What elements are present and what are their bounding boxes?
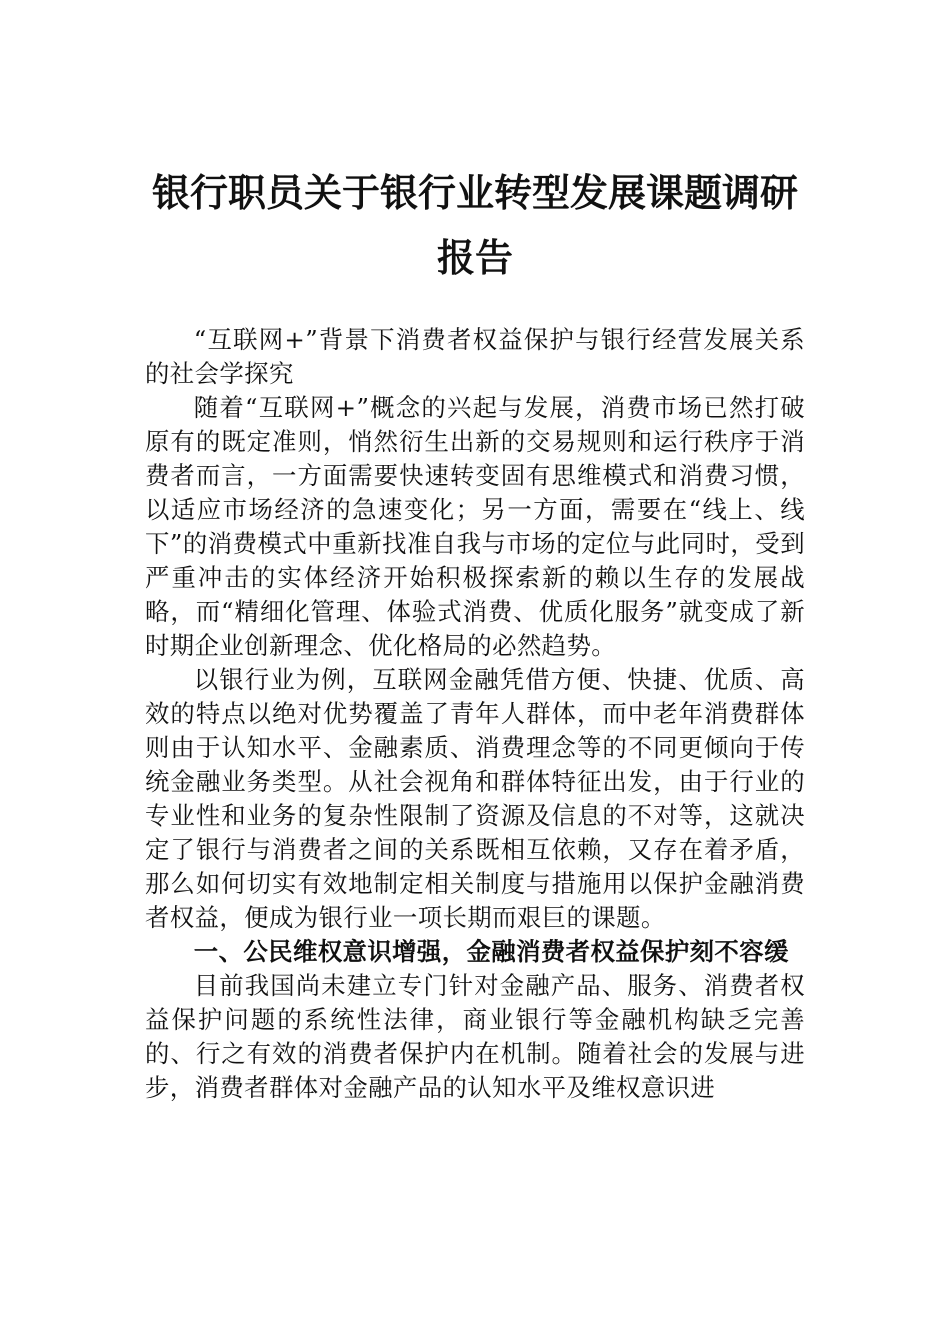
body-paragraph-1: 随着“互联网+”概念的兴起与发展，消费市场已然打破原有的既定准则，悄然衍生出新的交易规则和运行秩序于消费者而言，一方面需要快速转变固有思维模式和消费习惯，以适应市场经济的急速变化；另一方面，需要在“线上、线下”的消费模式中重新找准自我与市场的定位与此同时，受到严重冲击的实体经济开始积极探索新的赖以生存的发展战略，而“精细化管理、体验式消费、优质化服务”就变成了新时期企业创新理念、优化格局的必然趋势。: [145, 393, 805, 660]
subtitle-paragraph: “互联网+”背景下消费者权益保护与银行经营发展关系的社会学探究: [145, 325, 805, 388]
document-title: 银行职员关于银行业转型发展课题调研报告: [151, 170, 798, 280]
document-body: [145, 323, 805, 1105]
body-paragraph-2: 以银行业为例，互联网金融凭借方便、快捷、优质、高效的特点以绝对优势覆盖了青年人群体，而中老年消费群体则由于认知水平、金融素质、消费理念等的不同更倾向于传统金融业务类型。从社会视角和群体特征出发，由于行业的专业性和业务的复杂性限制了资源及信息的不对等，这就决定了银行与消费者之间的关系既相互依赖，又存在着矛盾，那么如何切实有效地制定相关制度与措施用以保护金融消费者权益，便成为银行业一项长期而艰巨的课题。: [145, 665, 805, 932]
section-paragraph-1: 目前我国尚未建立专门针对金融产品、服务、消费者权益保护问题的系统性法律，商业银行等金融机构缺乏完善的、行之有效的消费者保护内在机制。随着社会的发展与进步，消费者群体对金融产品的认知水平及维权意识进: [145, 971, 805, 1102]
section-heading-1: 一、公民维权意识增强，金融消费者权益保护刻不容缓: [193, 937, 789, 966]
